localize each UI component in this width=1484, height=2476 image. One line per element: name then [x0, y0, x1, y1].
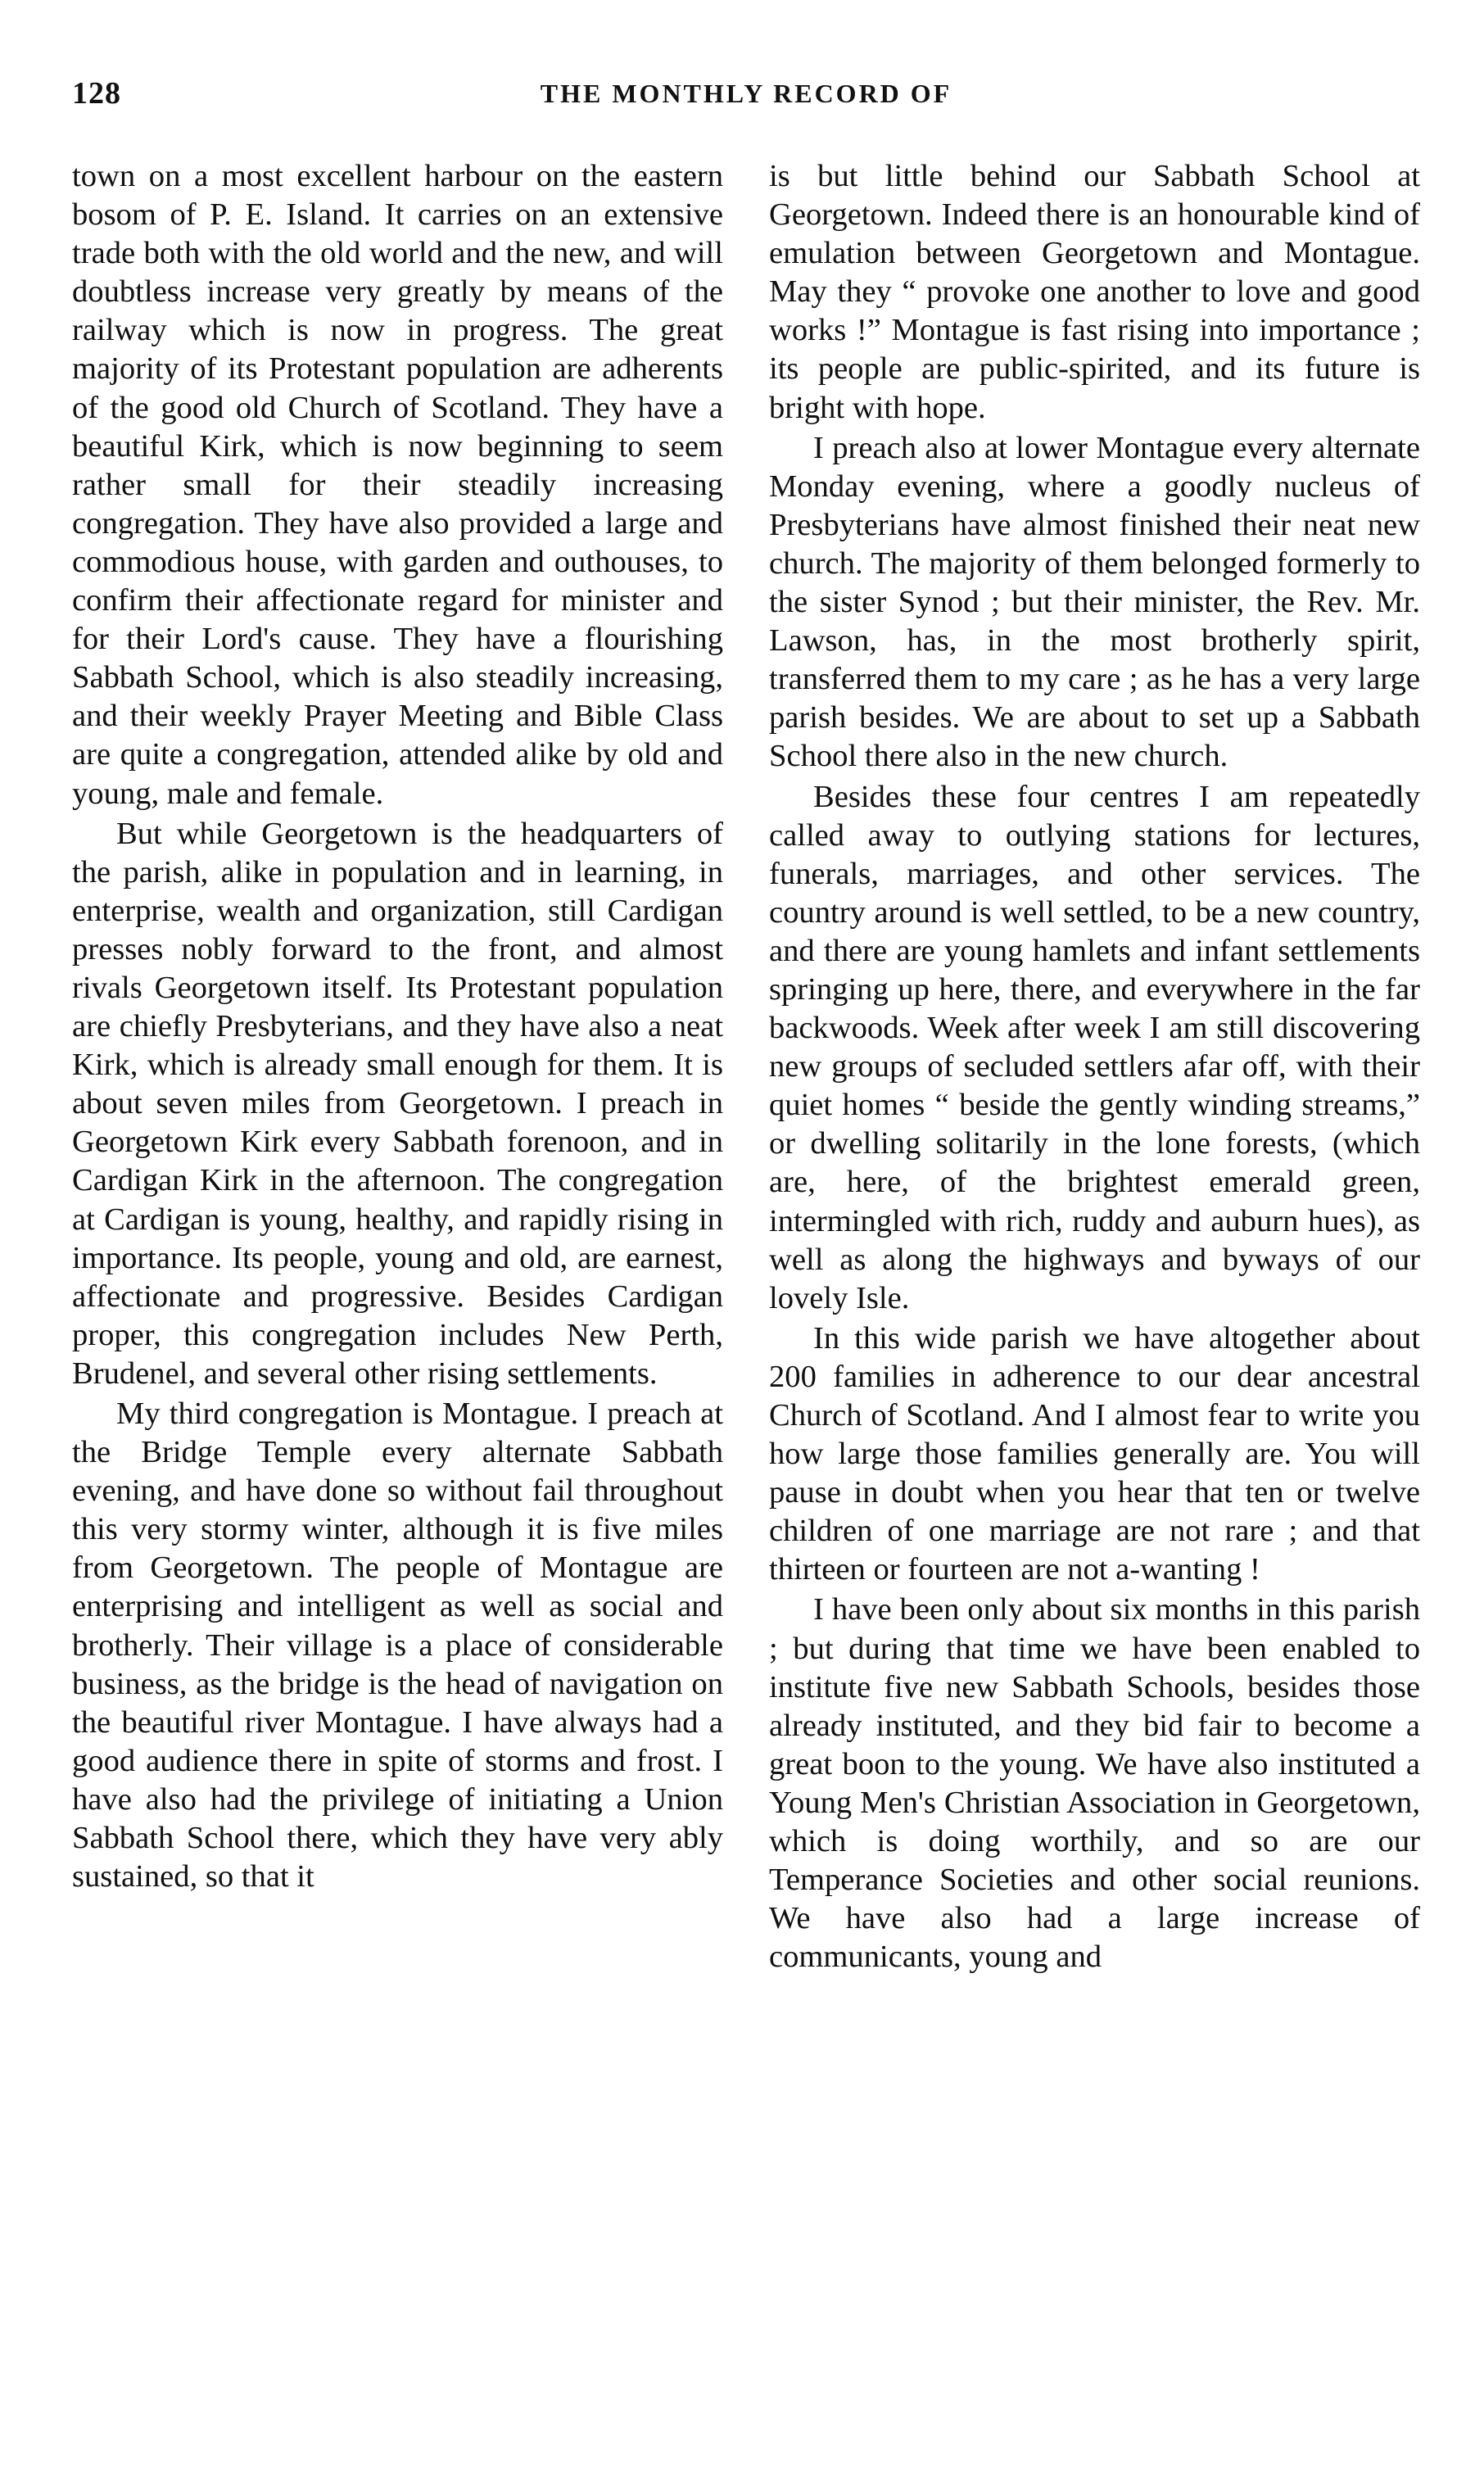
paragraph: In this wide parish we have altogether about 200 families in adherence to our dear ancestral Church of Scotland. And I almost fear to write you how large those families generally are. You will pause in doubt when you hear that ten or twelve children of one marriage are not rare ; and that thirteen or fourteen are not a-wanting ! — [769, 1320, 1420, 1587]
running-title: THE MONTHLY RECORD OF — [540, 79, 952, 108]
text-columns — [72, 157, 1420, 1976]
paragraph: is but little behind our Sabbath School at Georgetown. Indeed there is an honourable kind of emulation between Georgetown and Montague. May they “ provoke one another to love and good works !” Montague is fast rising into importance ; its people are public-spirited, and its future is bright with hope. — [769, 159, 1420, 425]
left-column — [72, 157, 723, 1976]
paragraph: town on a most excellent harbour on the eastern bosom of P. E. Island. It carries on an extensive trade both with the old world and the new, and will doubtless increase very greatly by means of the railway which is now in progress. The great majority of its Protestant population are adherents of the good old Church of Scotland. They have a beautiful Kirk, which is now beginning to seem rather small for their steadily increasing congregation. They have also provided a large and commodious house, with garden and outhouses, to confirm their affectionate regard for minister and for their Lord's cause. They have a flourishing Sabbath School, which is also steadily increasing, and their weekly Prayer Meeting and Bible Class are quite a congregation, attended alike by old and young, male and female. — [72, 159, 723, 811]
page-number: 128 — [72, 76, 121, 111]
paragraph: But while Georgetown is the headquarters of the parish, alike in population and in learning, in enterprise, wealth and organization, still Cardigan presses nobly forward to the front, and almost rivals Georgetown itself. Its Protestant population are chiefly Presbyterians, and they have also a neat Kirk, which is already small enough for them. It is about seven miles from Georgetown. I preach in Georgetown Kirk every Sabbath forenoon, and in Cardigan Kirk in the afternoon. The congregation at Cardigan is young, healthy, and rapidly rising in importance. Its people, young and old, are earnest, affectionate and progressive. Besides Cardigan proper, this congregation includes New Perth, Brudenel, and several other rising settlements. — [72, 816, 723, 1391]
paragraph: I have been only about six months in this parish ; but during that time we have been enabled to institute five new Sabbath Schools, besides those already instituted, and they bid fair to become a great boon to the young. We have also instituted a Young Men's Christian Association in Georgetown, which is doing worthily, and so are our Temperance Societies and other social reunions. We have also had a large increase of communicants, young and — [769, 1592, 1420, 1975]
paragraph: I preach also at lower Montague every alternate Monday evening, where a goodly nucleus of Presbyterians have almost finished their neat new church. The majority of them belonged formerly to the sister Synod ; but their minister, the Rev. Mr. Lawson, has, in the most brotherly spirit, transferred them to my care ; as he has a very large parish besides. We are about to set up a Sabbath School there also in the new church. — [769, 430, 1420, 774]
page-header — [72, 75, 1420, 124]
paragraph: Besides these four centres I am repeatedly called away to outlying stations for lectures, funerals, marriages, and other services. The country around is well settled, to be a new country, and there are young hamlets and infant settlements springing up here, there, and everywhere in the far backwoods. Week after week I am still discovering new groups of secluded settlers afar off, with their quiet homes “ beside the gently winding streams,” or dwelling solitarily in the lone forests, (which are, here, of the brightest emerald green, intermingled with rich, ruddy and auburn hues), as well as along the highways and byways of our lovely Isle. — [769, 779, 1420, 1315]
right-column — [769, 157, 1420, 1976]
paragraph: My third congregation is Montague. I preach at the Bridge Temple every alternate Sabbath evening, and have done so without fail throughout this very stormy winter, although it is five miles from Georgetown. The people of Montague are enterprising and intelligent as well as social and brotherly. Their village is a place of considerable business, as the bridge is the head of navigation on the beautiful river Montague. I have always had a good audience there in spite of storms and frost. I have also had the privilege of initiating a Union Sabbath School there, which they have very ably sustained, so that it — [72, 1396, 723, 1894]
